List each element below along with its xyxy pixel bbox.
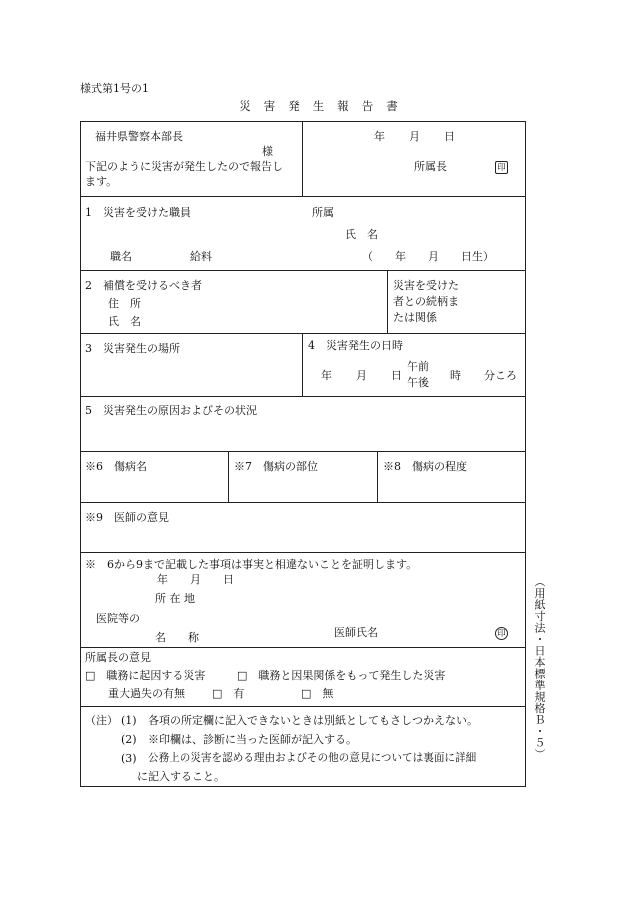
rule-section6-7-divider [228, 451, 229, 502]
section7-label: ※7 傷病の部位 [234, 460, 318, 473]
beneficiary-name-label: 氏 名 [108, 315, 141, 328]
relation-label-line1: 災害を受けた [393, 279, 459, 292]
section4-label: 4 災害発生の日時 [308, 339, 403, 352]
incident-am: 午前 [407, 360, 429, 373]
note3-text-line1: 公務上の災害を認める理由およびその他の意見については裏面に詳細 [148, 752, 477, 764]
rule-section34-divider [302, 333, 303, 396]
note2-text: ※印欄は、診断に当った医師が記入する。 [148, 733, 357, 746]
report-statement-line1: 下記のように災害が発生したので報告し [85, 160, 283, 173]
salary-label: 給料 [190, 250, 212, 263]
option-duty-caused[interactable]: □ 職務に起因する災害 [85, 669, 206, 682]
rule-opinion-bottom [80, 706, 526, 707]
employee-name-label: 氏 名 [345, 228, 378, 241]
rule-section2-bottom [80, 333, 526, 334]
addressee: 福井県警察本部長 [95, 130, 183, 143]
rule-section34-bottom [80, 396, 526, 397]
post-label: 職名 [110, 250, 132, 263]
incident-day: 日 [391, 369, 402, 382]
report-statement-line2: ます。 [85, 175, 118, 188]
section1-label: 1 災害を受けた職員 [85, 206, 191, 219]
incident-minute: 分ころ [484, 369, 517, 382]
option-duty-related[interactable]: □ 職務と因果関係をもって発生した災害 [237, 669, 446, 682]
seal-mark: 印 [495, 627, 508, 640]
report-date-year: 年 [374, 130, 385, 143]
incident-month: 月 [356, 369, 367, 382]
negligence-yes-option[interactable]: □ 有 [212, 687, 245, 700]
note3-number: (3) [121, 752, 137, 765]
beneficiary-address-label: 住 所 [108, 297, 141, 310]
incident-pm: 午後 [407, 376, 429, 389]
honorific: 様 [262, 145, 273, 158]
note3-text-line2: に記入すること。 [137, 770, 225, 783]
rule-section678-bottom [80, 502, 526, 503]
section6-label: ※6 傷病名 [85, 460, 147, 473]
chief-label: 所属長 [414, 160, 447, 173]
doctor-seal [495, 626, 508, 640]
chief-seal [495, 160, 508, 174]
report-date-month: 月 [409, 130, 420, 143]
incident-year: 年 [321, 369, 332, 382]
section5-label: 5 災害発生の原因およびその状況 [85, 404, 257, 417]
rule-section2-divider [387, 270, 388, 333]
certification-statement: ※ 6から9まで記載した事項は事実と相違ないことを証明します。 [85, 558, 418, 571]
rule-section7-8-divider [377, 451, 378, 502]
rule-header-bottom [80, 196, 526, 197]
rule-section5-bottom [80, 451, 526, 452]
note1-number: (1) [121, 714, 137, 727]
affiliation-label: 所属 [312, 206, 334, 219]
form-title: 災害発生報告書 [239, 99, 411, 113]
chief-opinion-label: 所属長の意見 [85, 651, 151, 664]
incident-hour: 時 [450, 369, 461, 382]
rule-section1-bottom [80, 270, 526, 271]
rule-section9-bottom [80, 552, 526, 553]
section2-label: 2 補償を受けるべき者 [85, 279, 202, 292]
negligence-no-option[interactable]: □ 無 [301, 687, 334, 700]
section3-label: 3 災害発生の場所 [85, 342, 180, 355]
report-date-day: 日 [444, 130, 455, 143]
paper-size-note: （用紙寸法・日本標準規格Ｂ・５） [533, 576, 546, 760]
section8-label: ※8 傷病の程度 [383, 460, 467, 473]
relation-label-line2: 者との続柄ま [393, 295, 459, 308]
certification-date: 年 月 日 [157, 573, 234, 586]
clinic-name-label: 名 称 [155, 631, 199, 644]
doctor-name-label: 医師氏名 [334, 626, 378, 639]
birthdate-field: （ 年 月 日生） [362, 250, 494, 263]
rule-certify-bottom [80, 647, 526, 648]
seal-mark: 印 [495, 161, 508, 174]
note2-number: (2) [121, 733, 137, 746]
negligence-label: 重大過失の有無 [108, 687, 185, 700]
rule-header-divider [302, 121, 303, 196]
clinic-location-label: 所 在 地 [155, 592, 195, 605]
section9-label: ※9 医師の意見 [85, 511, 169, 524]
note1-text: 各項の所定欄に記入できないときは別紙としてもさしつかえない。 [148, 714, 478, 727]
relation-label-line3: たは関係 [393, 311, 437, 324]
form-number: 様式第1号の1 [80, 82, 149, 95]
notes-prefix: （注） [85, 714, 118, 727]
clinic-label: 医院等の [96, 612, 140, 625]
